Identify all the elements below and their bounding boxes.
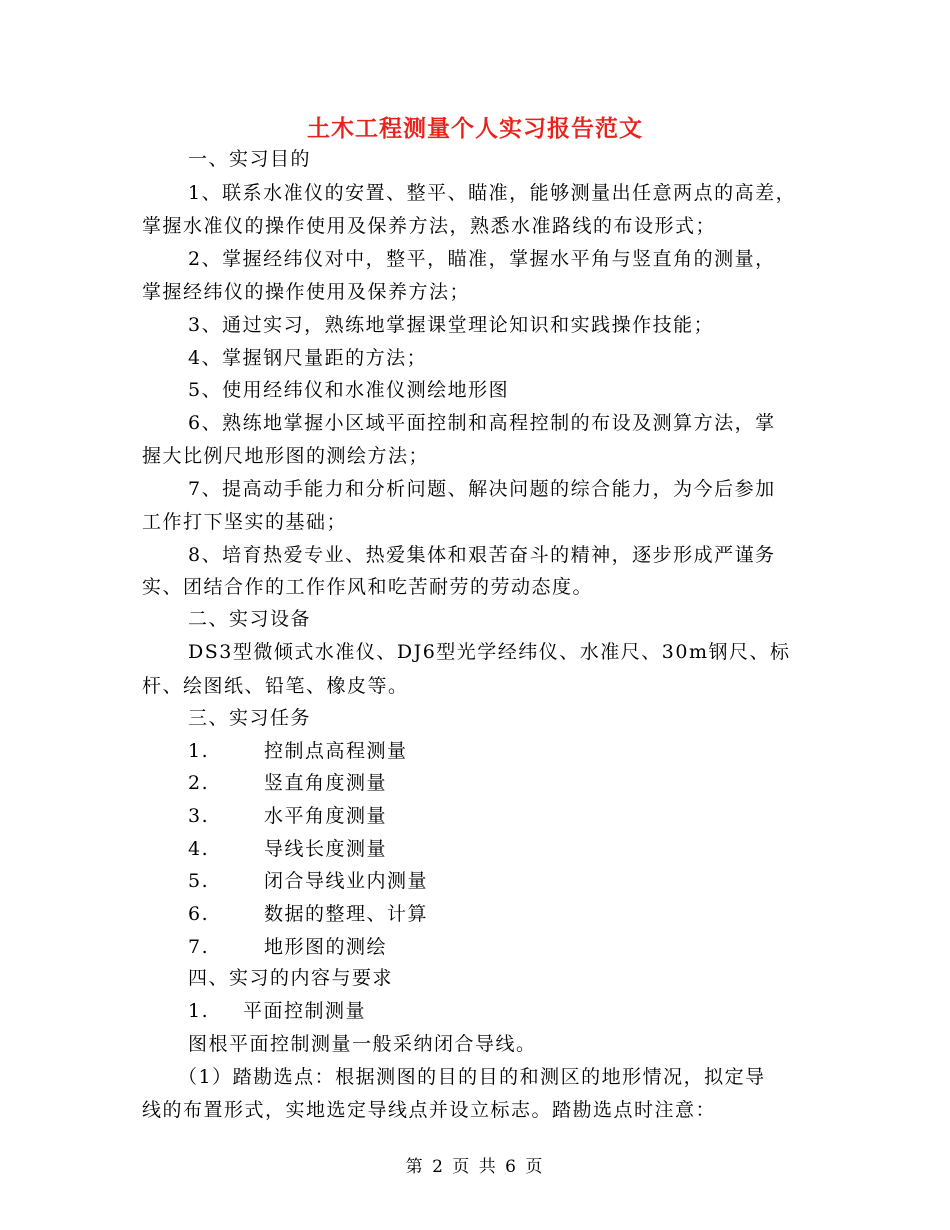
paragraph-line: 实、团结合作的工作作风和吃苦耐劳的劳动态度。 xyxy=(142,576,594,598)
task-item: 7. 地形图的测绘 xyxy=(188,936,388,958)
page-footer: 第 2 页 共 6 页 xyxy=(405,1157,545,1177)
paragraph-line: 工作打下坚实的基础； xyxy=(142,511,348,533)
document-title: 土木工程测量个人实习报告范文 xyxy=(307,116,643,142)
task-item: 6. 数据的整理、计算 xyxy=(188,903,429,925)
paragraph-line: 4、掌握钢尺量距的方法； xyxy=(188,347,428,369)
paragraph-line: 6、熟练地掌握小区域平面控制和高程控制的布设及测算方法，掌 xyxy=(188,412,776,434)
paragraph-line: 掌握经纬仪的操作使用及保养方法； xyxy=(142,281,471,303)
task-item: 5. 闭合导线业内测量 xyxy=(188,870,429,892)
paragraph-line: 杆、绘图纸、铅笔、橡皮等。 xyxy=(142,675,409,697)
paragraph-line: 图根平面控制测量一般采纳闭合导线。 xyxy=(188,1033,537,1055)
paragraph-line: 掌握水准仪的操作使用及保养方法，熟悉水准路线的布设形式； xyxy=(142,215,717,237)
paragraph-line: （1）踏勘选点：根据测图的目的目的和测区的地形情况，拟定导 xyxy=(178,1066,766,1088)
paragraph-line: 线的布置形式，实地选定导线点并设立标志。踏勘选点时注意： xyxy=(142,1099,717,1121)
section-heading-4: 四、实习的内容与要求 xyxy=(188,967,394,989)
paragraph-line: 1、联系水准仪的安置、整平、瞄准，能够测量出任意两点的高差， xyxy=(188,182,797,204)
section-heading-1: 一、实习目的 xyxy=(188,148,312,170)
paragraph-line: 握大比例尺地形图的测绘方法； xyxy=(142,445,430,467)
paragraph-line: 7、提高动手能力和分析问题、解决问题的综合能力，为今后参加 xyxy=(188,478,776,500)
paragraph-line: 5、使用经纬仪和水准仪测绘地形图 xyxy=(188,379,510,401)
paragraph-line: 3、通过实习，熟练地掌握课堂理论知识和实践操作技能； xyxy=(188,314,715,336)
paragraph-line: DS3型微倾式水准仪、DJ6型光学经纬仪、水准尺、30m钢尺、标 xyxy=(188,641,791,663)
task-item: 1. 控制点高程测量 xyxy=(188,740,408,762)
task-item: 3. 水平角度测量 xyxy=(188,805,388,827)
section-heading-2: 二、实习设备 xyxy=(188,608,312,630)
subsection-heading: 1. 平面控制测量 xyxy=(188,1000,367,1022)
paragraph-line: 2、掌握经纬仪对中，整平，瞄准，掌握水平角与竖直角的测量， xyxy=(188,248,776,270)
paragraph-line: 8、培育热爱专业、热爱集体和艰苦奋斗的精神，逐步形成严谨务 xyxy=(188,544,776,566)
task-item: 4. 导线长度测量 xyxy=(188,838,388,860)
section-heading-3: 三、实习任务 xyxy=(188,707,312,729)
task-item: 2. 竖直角度测量 xyxy=(188,772,388,794)
